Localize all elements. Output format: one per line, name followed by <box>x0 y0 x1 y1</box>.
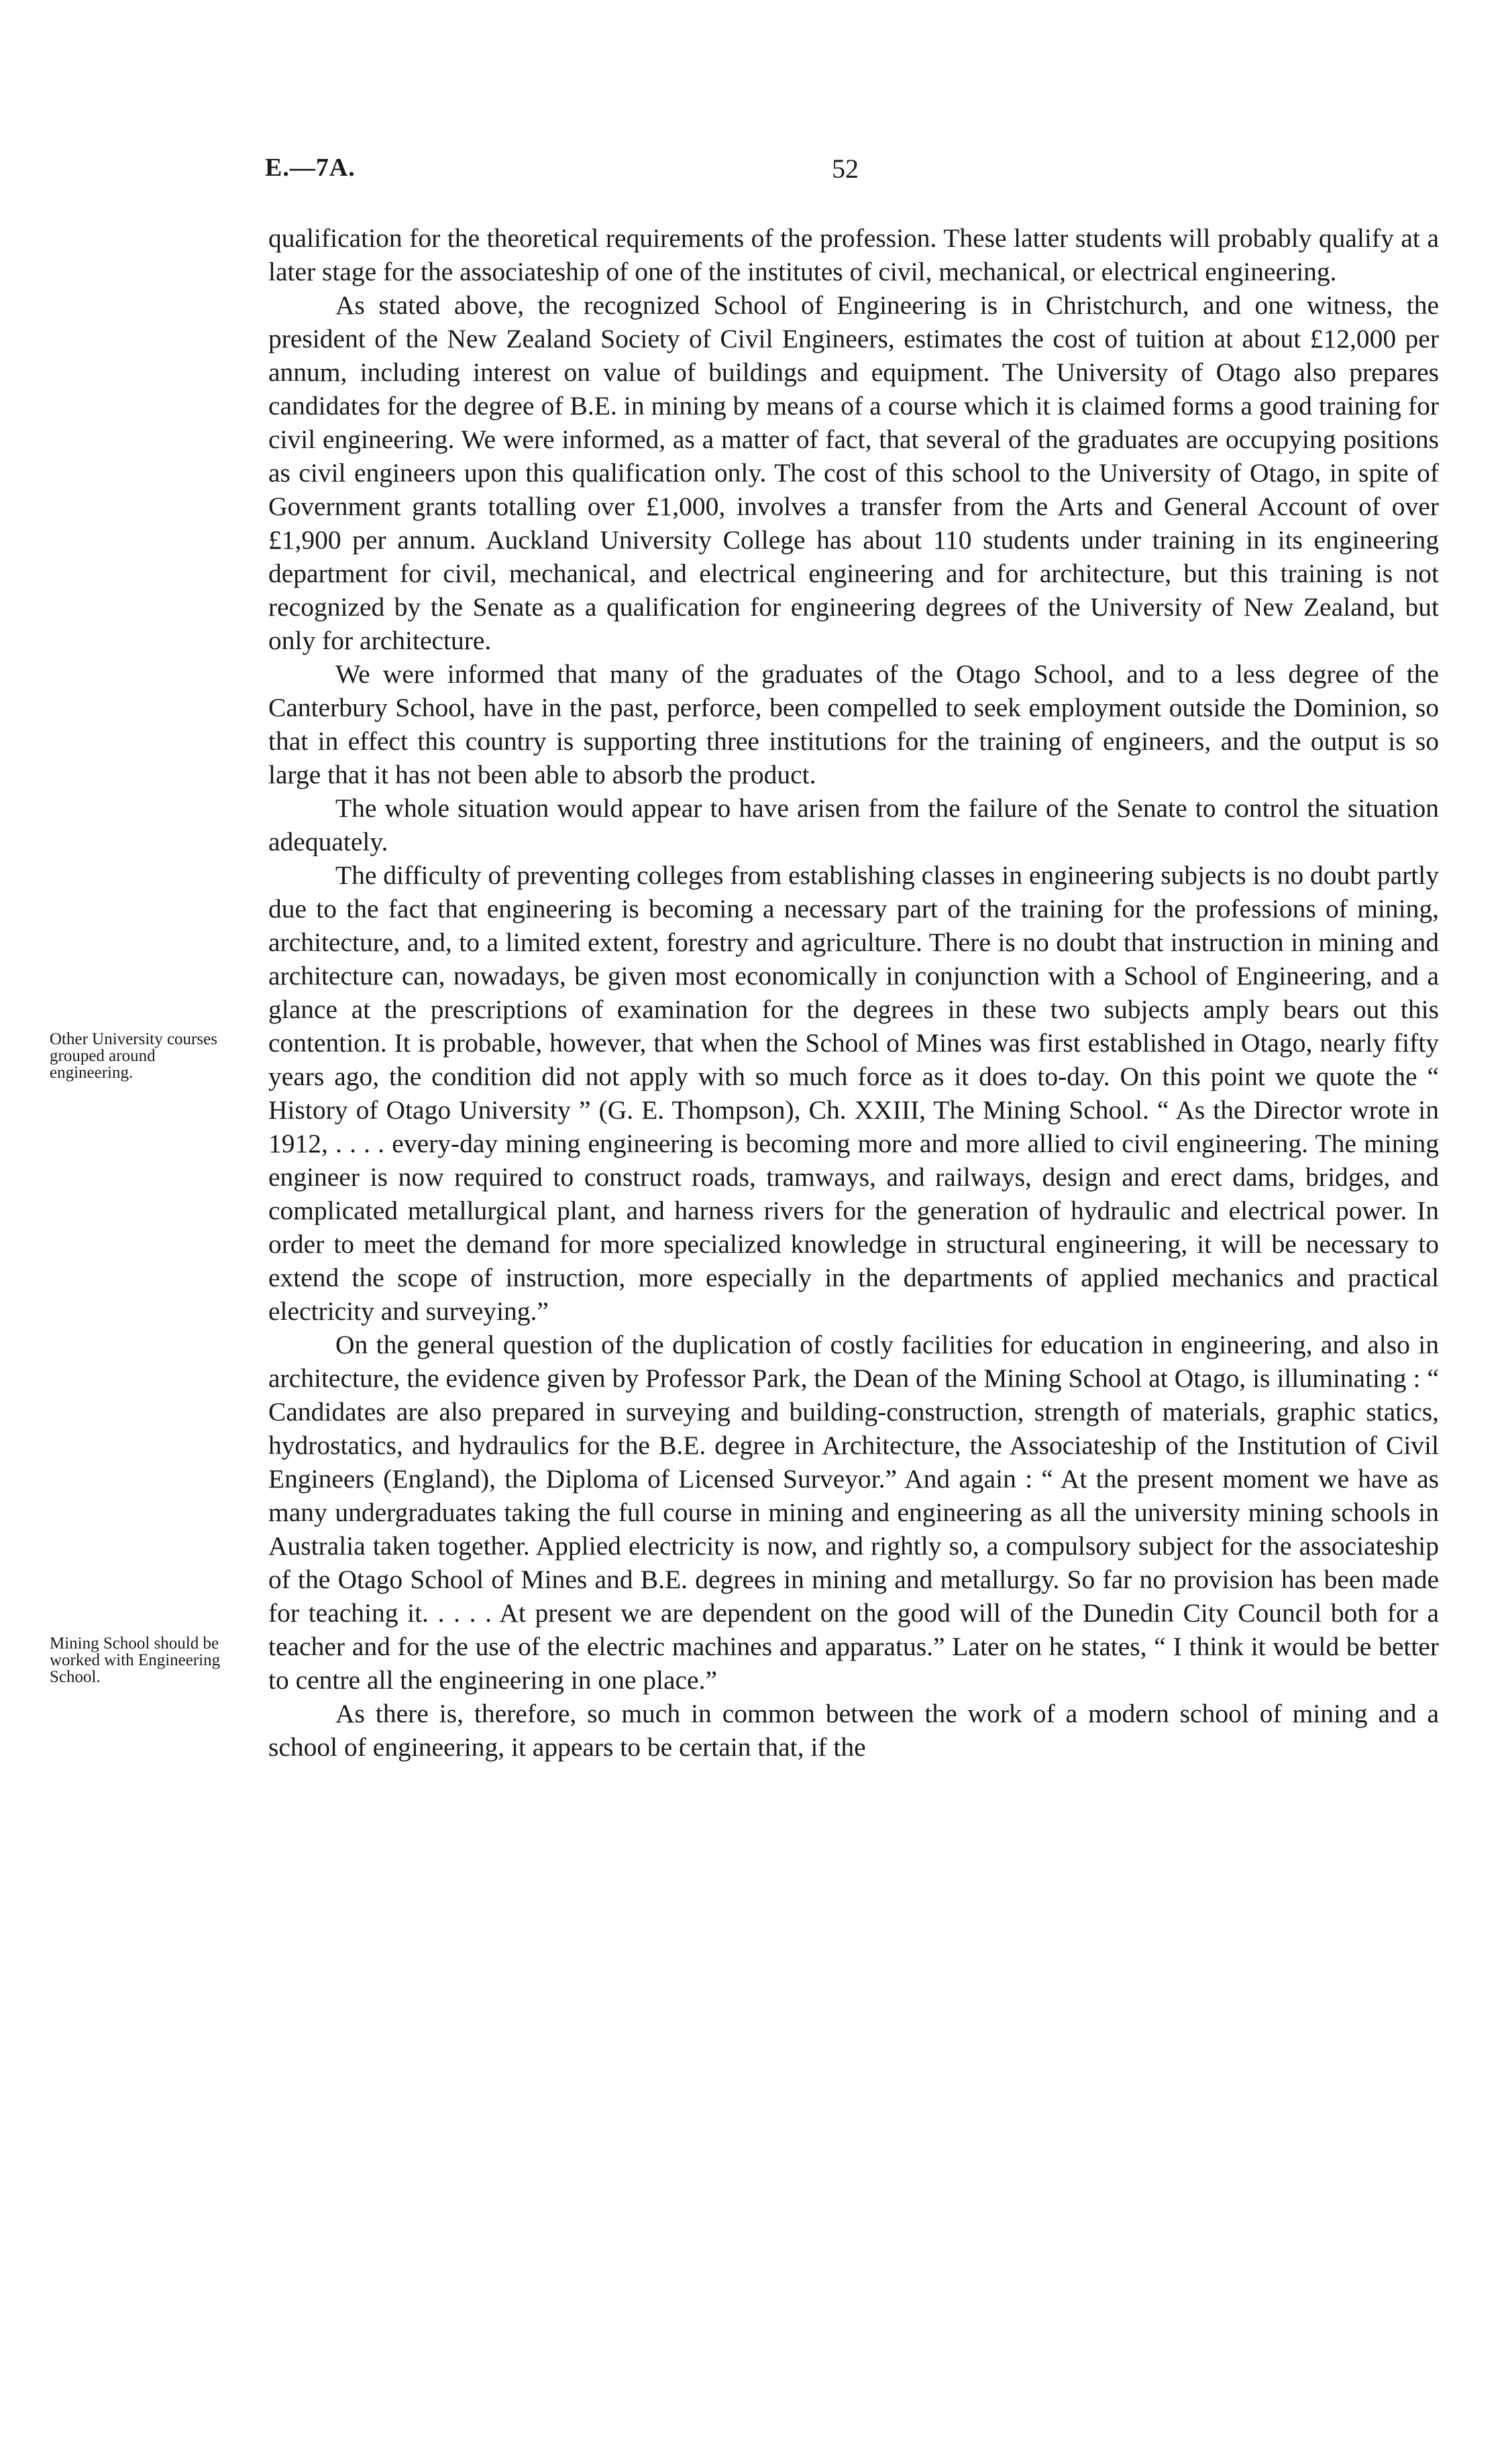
document-reference: E.—7A. <box>265 154 356 182</box>
paragraph-mining-and-engineering: As there is, therefore, so much in common between the work of a modern school of mining and a school of engineering, it appears to be certain that, if the <box>268 1699 1439 1762</box>
paragraph-duplication-of-facilities: On the general question of the duplication of costly facilities for education in engineering, and also in architecture, the evidence given by Professor Park, the Dean of the Mining School at Otago, is illuminating : “ Candidates are also prepared in surveying and building-construction, strength of materials, graphic statics, hydrostatics, and hydraulics for the B.E. degree in Architecture, the Associateship of the Institution of Civil Engineers (England), the Diploma of Licensed Surveyor.” And again : “ At the present moment we have as many undergraduates taking the full course in mining and engineering as all the university mining schools in Australia taken together. Applied electricity is now, and rightly so, a compulsory subject for the associateship of the Otago School of Mines and B.E. degrees in mining and metallurgy. So far no provision has been made for teaching it. . . . . At present we are dependent on the good will of the Dunedin City Council both for a teacher and for the use of the electric machines and apparatus.” Later on he states, “ I think it would be better to centre all the engineering in one place.” <box>268 1330 1439 1695</box>
page-header <box>265 153 1442 193</box>
paragraph-engineering-classes: The difficulty of preventing colleges from establishing classes in engineering subjects is no doubt partly due to the fact that engineering is becoming a necessary part of the training for the professions of mining, architecture, and, to a limited extent, forestry and agriculture. There is no doubt that instruction in mining and architecture can, nowadays, be given most economically in conjunction with a School of Engineering, and a glance at the prescriptions of examination for the degrees in these two subjects amply bears out this contention. It is probable, however, that when the School of Mines was first established in Otago, nearly fifty years ago, the condition did not apply with so much force as it does to-day. On this point we quote the “ History of Otago University ” (G. E. Thompson), Ch. XXIII, The Mining School. “ As the Director wrote in 1912, . . . . every-day mining engineering is becoming more and more allied to civil engineering. The mining engineer is now required to construct roads, tramways, and railways, design and erect dams, bridges, and complicated metallurgical plant, and harness rivers for the generation of hydraulic and electrical power. In order to meet the demand for more specialized knowledge in structural engineering, it will be necessary to extend the scope of instruction, more especially in the departments of applied mechanics and practical electricity and surveying.” <box>268 860 1439 1326</box>
paragraph-senate-failure: The whole situation would appear to have arisen from the failure of the Senate to control the situation adequately. <box>268 793 1439 856</box>
page-number: 52 <box>832 154 859 184</box>
paragraph-continuation: qualification for the theoretical requirements of the profession. These latter students will probably qualify at a later stage for the associateship of one of the institutes of civil, mechanical, or electrical engineering. <box>268 223 1439 286</box>
body-text <box>268 221 1439 1764</box>
margin-note-university-courses: Other University courses grouped around engineering. <box>50 1030 217 1082</box>
margin-note-mining-school: Mining School should be worked with Engineering School. <box>50 1634 221 1686</box>
paragraph-school-of-engineering: As stated above, the recognized School of Engineering is in Christchurch, and one witness, the president of the New Zealand Society of Civil Engineers, estimates the cost of tuition at about £12,000 per annum, including interest on value of buildings and equipment. The University of Otago also prepares candidates for the degree of B.E. in mining by means of a course which it is claimed forms a good training for civil engineering. We were informed, as a matter of fact, that several of the graduates are occupying positions as civil engineers upon this qualification only. The cost of this school to the University of Otago, in spite of Government grants totalling over £1,000, involves a transfer from the Arts and General Account of over £1,900 per annum. Auckland University College has about 110 students under training in its engineering department for civil, mechanical, and electrical engineering and for architecture, but this training is not recognized by the Senate as a qualification for engineering degrees of the University of New Zealand, but only for architecture. <box>268 290 1439 655</box>
paragraph-graduates-employment: We were informed that many of the graduates of the Otago School, and to a less degree of the Canterbury School, have in the past, perforce, been compelled to seek employment outside the Dominion, so that in effect this country is supporting three institutions for the training of engineers, and the output is so large that it has not been able to absorb the product. <box>268 659 1439 789</box>
